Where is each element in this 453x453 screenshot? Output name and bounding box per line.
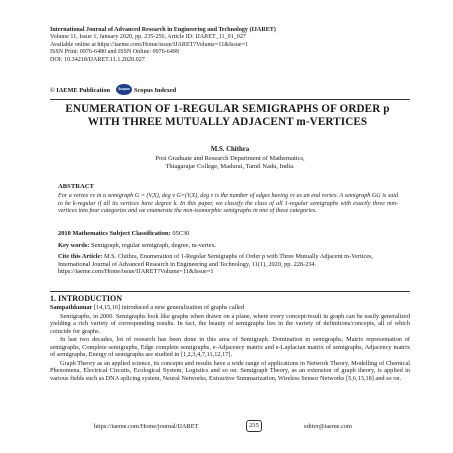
intro-paragraph-1: Semigraphs, in 2000. Semigraphs look like graphs when drawn on a plane, where every concept/result in graph can be easily generalized yielding a rich variety of corresponding results. In fact, the beauty of semigraphs lies in the variety of definitions/concepts, all of which coincide for graphs. [50,312,410,335]
msc-label: 2010 Mathematics Subject Classification: [58,230,171,237]
author-name: M.S. Chithra [210,146,250,153]
msc-value: 05C30 [170,230,190,237]
journal-header [50,27,410,64]
intro-paragraph-2: In last two decades, lot of research has been done in this area of Semigraph. Domination in semigraphs, Matrix representation of semigraphs, Complete semigraphs, Edge complete semigraphs, e-Adjacency matrix and e-Laplacian matrix of semigraphs, Adjacency matrix of semigraphs, Energy of semigraphs are studied in [1,2,3,4,7,11,12,17]. [50,336,410,358]
available-online[interactable]: Available online at https://iaeme.com/Home/issue/IJARET?Volume=11&Issue=1 [50,41,248,48]
issn-info: ISSN Print: 0976-6480 and ISSN Online: 0976-6499 [50,49,179,56]
intro-lead [50,304,410,312]
volume-info: Volume 11, Issue 1, January 2020, pp. 235-256, Article ID: IJARET_11_01_027 [50,34,246,41]
abstract-text: For a vertex vv in a semigraph G = (V,X), deg v G=(V,X), deg v is the number of edges having vv as an end vertex. A semigraph GG is said to be k-regular if all its vertices have degree k. In this paper, we classify the class of all 1-regular semigraphs with exactly three mm-vertices into four categories and we enumerate the non-isomorphic semigraphs in one of these categories. [58,193,398,215]
publication-bar [50,84,410,97]
footer-url[interactable]: https://iaeme.com/Home/journal/IJARET [94,423,199,430]
intro-lead-rest: [14,15,16] introduced a new generalization of graphs called [92,304,245,311]
keywords-value: Semigraph, regular semigraph, degree, m-vertex. [89,242,217,249]
copyright-text: © IAEME Publication [50,87,110,94]
journal-name: International Journal of Advanced Research in Engineering and Technology (IJARET) [50,27,276,33]
section-divider [50,291,410,292]
cite-label: Cite this Article: [58,253,103,260]
scopus-indexed-text: Scopus Indexed [134,87,177,94]
scopus-logo: Scopus [116,84,132,95]
footer-email[interactable]: editor@iaeme.com [304,423,352,430]
subject-classification [58,230,189,237]
section-heading: 1. INTRODUCTION [50,294,123,303]
affiliation-line-2: Thiagarajar College, Madurai, Tamil Nadu, India. [165,163,295,170]
page-number: 235 [246,420,262,432]
citation [58,253,398,276]
doi[interactable]: DOI: 10.34218/IJARET.11.1.2020.027 [50,56,145,63]
cite-text: M.S. Chithra, Enumeration of 1-Regular Semigraphs of Order p with Three Mutually Adjacent m-Vertices, International Journal of Advanced Research in Engineering and Technology, 11(1), 2020, pp. 228-234. https://iaeme.com/Home/issue/IJARET?Volume=11&Issue=1 [58,253,374,276]
keywords-label: Key words: [58,242,90,249]
abstract-heading: ABSTRACT [58,183,94,190]
author-affiliation [50,155,410,171]
keywords [58,242,216,249]
intro-lead-bold: Sampathkumar [50,304,93,311]
page-footer [50,420,410,432]
paper-title: ENUMERATION OF 1-REGULAR SEMIGRAPHS OF ORDER p WITH THREE MUTUALLY ADJACENT m-VERTICES [65,103,390,128]
introduction-body [50,304,410,383]
intro-paragraph-3: Graph Theory as an applied science, its concepts and results have a wide range of applications in Network Theory, Modelling of Chemical Phenomena, Electrical Circuits, Ecological System, Logistics and so on. Semigraph Theory, as an extension of graph theory, is applied in various fields such as DNA splicing system, Neural Networks, Extractive Summarization, Wireless Sensor Networks [5,6,13,18] and so on. [50,359,410,382]
affiliation-line-1: Post Graduate and Research Department of Mathematics, [155,155,305,162]
header-divider [50,99,410,100]
